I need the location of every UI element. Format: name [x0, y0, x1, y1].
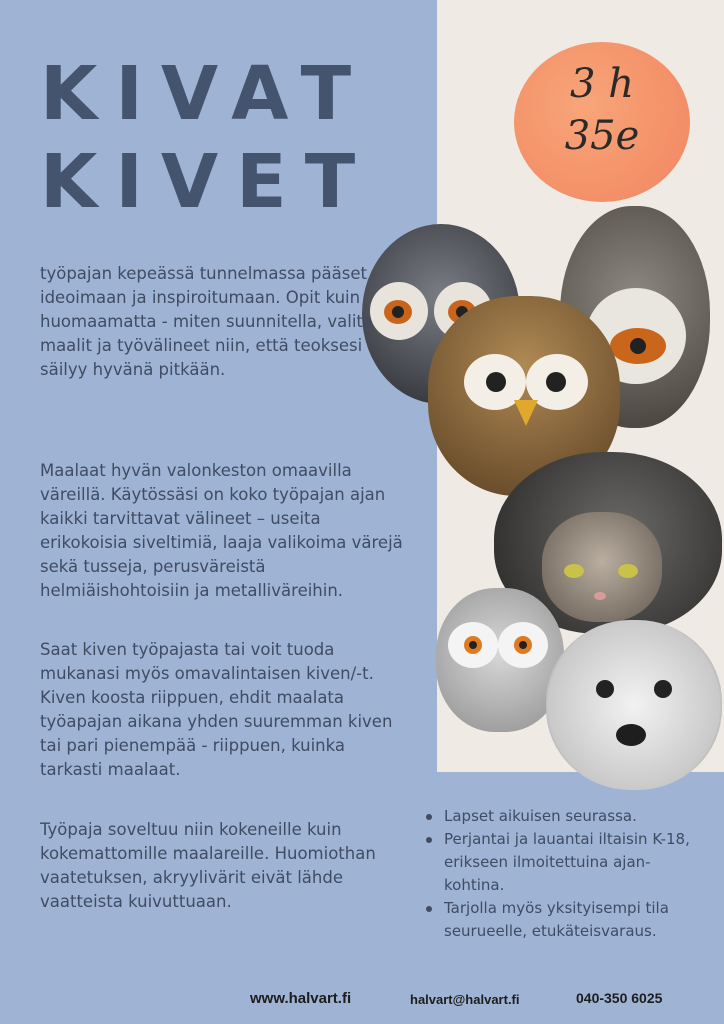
website-link[interactable]: www.halvart.fi	[250, 990, 352, 1007]
stone-paragraph: Saat kiven työpajasta tai voit tuoda mukanasi myös omavalintaisen kiven/-t. Kiven koosta riippuen, ehdit maalata työapajan aikana yhden suuremman kiven tai pari pienempää - riippuen, kuinka tarkasti maalaat.	[40, 640, 393, 779]
list-item: Tarjolla myös yksityisempi tila seurueelle, etukäteisvaraus.	[422, 897, 692, 943]
audience-paragraph: Työpaja soveltuu niin kokeneille kuin kokemattomille maalareille. Huomiothan vaatetuksen, akryylivärit eivät lähde vaatteista kuivuttuaan.	[40, 820, 376, 911]
owl-stone	[436, 588, 564, 732]
title-line-1: KIVAT	[40, 51, 370, 137]
list-item: Perjantai ja lauantai iltaisin K-18, erikseen ilmoitettuina ajan-kohtina.	[422, 828, 692, 897]
badge-duration: 3 h	[570, 61, 634, 107]
email-link[interactable]: halvart@halvart.fi	[410, 992, 520, 1007]
phone-number[interactable]: 040-350 6025	[576, 990, 663, 1006]
list-item: Lapset aikuisen seurassa.	[422, 805, 692, 828]
price-badge-text	[514, 58, 690, 162]
page-title	[40, 50, 373, 226]
title-line-2: KIVET	[40, 139, 374, 225]
intro-paragraph: työpajan kepeässä tunnelmassa pääset ideoimaan ja inspiroitumaan. Opit kuin huomaamatta - miten suunnitella, valita maalit ja työvälineet niin, että teoksesi säilyy hyvänä pitkään.	[40, 264, 373, 379]
dog-stone	[546, 620, 722, 790]
info-bullet-list	[422, 805, 692, 943]
materials-paragraph: Maalaat hyvän valonkeston omaavilla väreillä. Käytössäsi on koko työpajan ajan kaikki tarvittavat välineet – useita erikokoisia siveltimiä, laaja valikoima värejä sekä tusseja, perusväreistä helmiäishohtoisiin ja metalliväreihin.	[40, 461, 403, 600]
badge-price: 35e	[564, 113, 640, 159]
